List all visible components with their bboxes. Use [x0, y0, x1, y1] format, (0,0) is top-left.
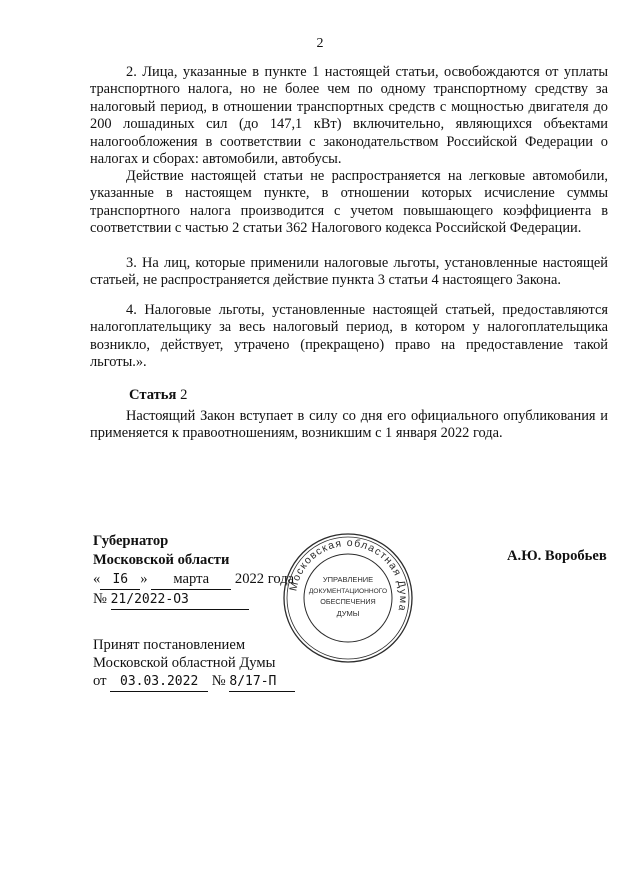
adoption-number-label: № — [211, 673, 226, 689]
signer-title-line1: Губернатор — [93, 533, 169, 549]
adoption-number: 8/17-П — [229, 673, 295, 692]
date-day: I6 — [100, 570, 140, 590]
adoption-from-label: от — [93, 673, 107, 689]
stamp-line-1: УПРАВЛЕНИЕ — [322, 575, 374, 584]
adoption-ref — [93, 672, 295, 692]
date-open-quote: « — [93, 571, 101, 587]
article-heading — [129, 387, 187, 404]
adoption-date: 03.03.2022 — [110, 673, 208, 692]
stamp-line-2: ДОКУМЕНТАЦИОННОГО — [308, 588, 388, 595]
date-year: 2022 года — [234, 571, 295, 587]
law-number-label: № — [93, 591, 107, 607]
adoption-line2: Московской областной Думы — [93, 655, 276, 671]
paragraph-exception: Действие настоящей статьи не распространяется на легковые автомобили, указанные в настоящем пункте, в отношении которых исчисление суммы транспортного налога производится с учетом повышающего коэффициента в соответствии с частью 2 статьи 362 Налогового кодекса Российской Федерации. — [90, 168, 608, 237]
article-word: Статья — [129, 387, 177, 403]
paragraph-point-3: 3. На лиц, которые применили налоговые льготы, установленные настоящей статьей, не распространяется действие пункта 3 статьи 4 настоящего Закона. — [90, 255, 608, 289]
date-month: марта — [151, 570, 231, 590]
stamp-line-3: ОБЕСПЕЧЕНИЯ — [320, 597, 376, 606]
adoption-line1: Принят постановлением — [93, 637, 246, 653]
paragraph-point-4: 4. Налоговые льготы, установленные настоящей статьей, предоставляются налогоплательщику за весь налоговый период, в котором у налогоплательщика возникло, действует, утрачено (прекращено) право на предоставление такой льготы.». — [90, 302, 608, 371]
stamp-ring-text: Московская областная Дума — [287, 536, 410, 613]
page-number: 2 — [316, 36, 324, 51]
adoption-block — [93, 636, 295, 692]
stamp-line-4: ДУМЫ — [336, 609, 360, 618]
signer-name: А.Ю. Воробьев — [507, 548, 607, 564]
signature-date — [93, 570, 294, 590]
paragraph-entry-into-force: Настоящий Закон вступает в силу со дня его официального опубликования и применяется к правоотношениям, возникшим с 1 января 2022 года. — [90, 408, 608, 442]
law-number — [93, 590, 294, 610]
signature-block — [93, 532, 294, 610]
signer-title-line2: Московской области — [93, 552, 230, 568]
law-number-value: 21/2022-ОЗ — [111, 590, 249, 610]
paragraph-exemption: 2. Лица, указанные в пункте 1 настоящей статьи, освобождаются от уплаты транспортного налога, но не более чем по одному транспортному средству за налоговый период, в отношении транспортных средств с мощностью двигателя до 200 лошадиных сил (до 147,1 кВт) включительно, являющихся объектами налогообложения в соответствии с законодательством Российской Федерации о налогах и сборах: автомобили, автобусы. — [90, 64, 608, 168]
article-number: 2 — [180, 387, 188, 403]
date-close-quote: » — [140, 571, 148, 587]
official-stamp — [280, 530, 416, 666]
